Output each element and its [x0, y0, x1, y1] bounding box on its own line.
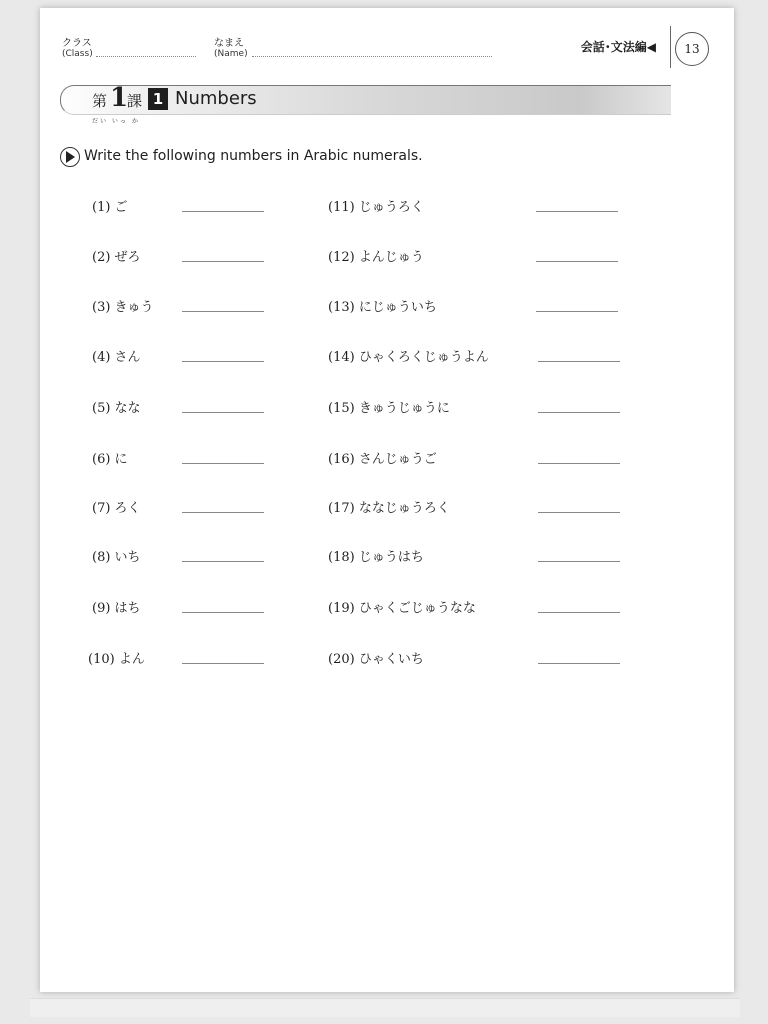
answer-line[interactable]	[182, 512, 264, 513]
answer-line[interactable]	[538, 512, 620, 513]
answer-line[interactable]	[182, 211, 264, 212]
answer-line[interactable]	[536, 261, 618, 262]
answer-line[interactable]	[538, 663, 620, 664]
item-label: (4) さん	[92, 350, 141, 365]
exercise-number-badge: 1	[148, 88, 168, 110]
instruction-text: Write the following numbers in Arabic numerals.	[84, 148, 423, 164]
item-label: (17) ななじゅうろく	[328, 501, 450, 516]
item-label: (1) ご	[92, 200, 128, 215]
class-input-line[interactable]	[96, 56, 196, 57]
class-field-label: クラス (Class)	[62, 38, 93, 59]
answer-line[interactable]	[536, 211, 618, 212]
item-label: (10) よん	[88, 652, 145, 667]
item-label: (5) なな	[92, 401, 141, 416]
item-label: (2) ぜろ	[92, 250, 141, 265]
item-label: (18) じゅうはち	[328, 550, 424, 565]
header-divider	[670, 26, 671, 68]
answer-line[interactable]	[182, 612, 264, 613]
item-label: (3) きゅう	[92, 300, 154, 315]
item-label: (6) に	[92, 452, 128, 467]
lesson-title: Numbers	[175, 88, 257, 109]
lesson-suffix: 課	[127, 92, 143, 110]
lesson-furigana: だい いっ か	[92, 118, 140, 125]
answer-line[interactable]	[182, 663, 264, 664]
page-number: 13	[675, 32, 709, 66]
section-label: 会話･文法編◀	[580, 40, 656, 54]
answer-line[interactable]	[182, 561, 264, 562]
answer-line[interactable]	[182, 311, 264, 312]
answer-line[interactable]	[182, 261, 264, 262]
item-label: (12) よんじゅう	[328, 250, 424, 265]
answer-line[interactable]	[538, 412, 620, 413]
lesson-prefix: 第	[92, 92, 108, 110]
name-input-line[interactable]	[252, 56, 492, 57]
item-label: (11) じゅうろく	[328, 200, 424, 215]
answer-line[interactable]	[538, 561, 620, 562]
answer-line[interactable]	[538, 612, 620, 613]
name-field-label: なまえ (Name)	[214, 38, 248, 59]
item-label: (8) いち	[92, 550, 141, 565]
answer-line[interactable]	[538, 361, 620, 362]
item-label: (13) にじゅういち	[328, 300, 437, 315]
item-label: (14) ひゃくろくじゅうよん	[328, 350, 489, 365]
answer-line[interactable]	[182, 412, 264, 413]
answer-line[interactable]	[182, 361, 264, 362]
answer-line[interactable]	[182, 463, 264, 464]
answer-line[interactable]	[536, 311, 618, 312]
page-edge	[30, 998, 740, 1017]
answer-line[interactable]	[538, 463, 620, 464]
lesson-number: 1	[110, 83, 129, 113]
item-label: (7) ろく	[92, 501, 141, 516]
play-icon	[60, 147, 80, 167]
item-label: (15) きゅうじゅうに	[328, 401, 450, 416]
item-label: (9) はち	[92, 601, 141, 616]
item-label: (19) ひゃくごじゅうなな	[328, 601, 476, 616]
item-label: (16) さんじゅうご	[328, 452, 437, 467]
item-label: (20) ひゃくいち	[328, 652, 424, 667]
